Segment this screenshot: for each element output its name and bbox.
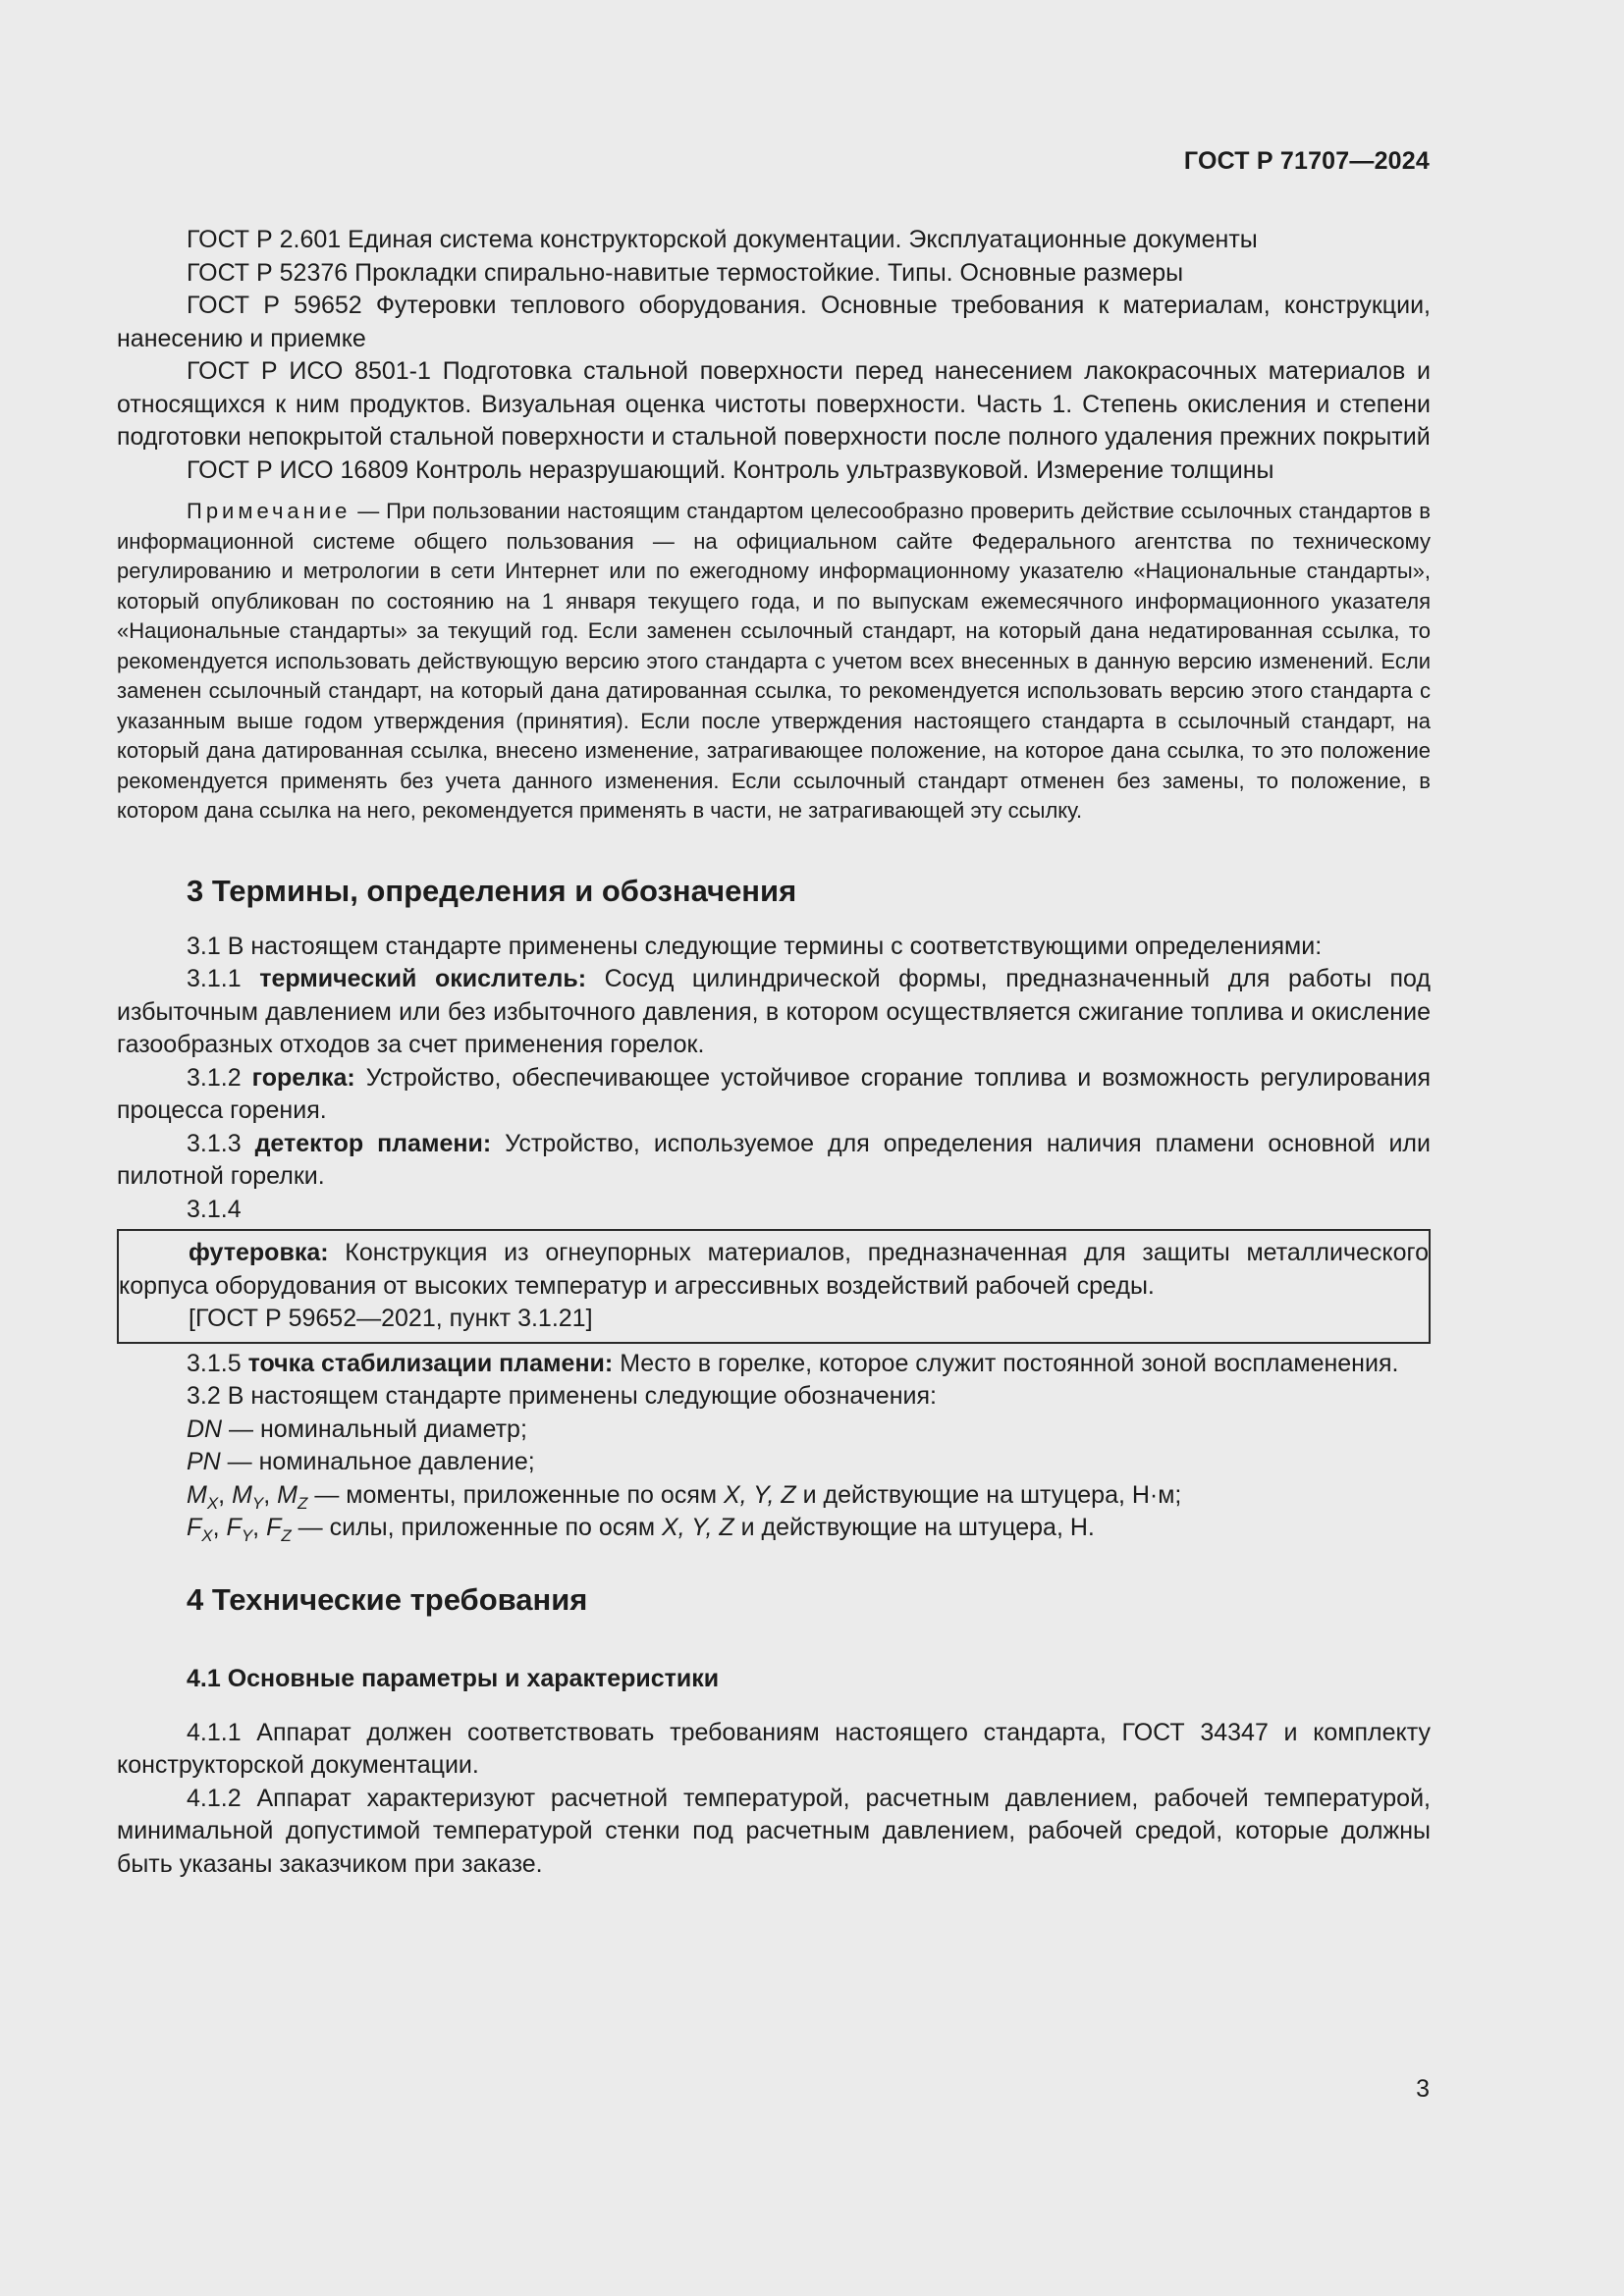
term-name: детектор пламени: [254,1129,492,1157]
term-definition: Место в горелке, которое служит постоянной зоной воспламенения. [613,1349,1399,1377]
symbol: M [277,1480,298,1509]
separator: , [218,1480,233,1509]
section-3-title: 3 Термины, определения и обозначения [187,873,797,908]
reference-item: ГОСТ Р 59652 Футеровки теплового оборудования. Основные требования к материалам, конструкции, нанесению и приемке [117,292,1431,352]
separator: , [252,1514,267,1541]
term-name: термический окислитель: [259,965,587,992]
section-4-title: 4 Технические требования [187,1581,588,1617]
reference-item: ГОСТ Р ИСО 16809 Контроль неразрушающий. Контроль ультразвуковой. Измерение толщины [187,455,1274,484]
term-name: точка стабилизации пламени: [247,1349,614,1377]
symbol-description: — номинальное давление; [220,1448,535,1475]
term-number: 3.1.2 [187,1063,252,1092]
term-3-1-2 [117,1062,1431,1128]
term-number: 3.1.5 [187,1349,248,1377]
term-definition: Конструкция из огнеупорных материалов, предназначенная для защиты металлического корпуса оборудования от высоких температур и агрессивных воздействий рабочей среды. [119,1239,1429,1300]
subscript: Z [281,1526,292,1545]
paragraph-3-2: 3.2 В настоящем стандарте применены следующие обозначения: [187,1382,937,1410]
symbol: DN [187,1415,223,1443]
subscript: X [201,1526,213,1545]
document-header: ГОСТ Р 71707—2024 [1183,147,1430,175]
symbol: F [187,1514,202,1541]
paragraph-4-1-1: 4.1.1 Аппарат должен соответствовать требованиям настоящего стандарта, ГОСТ 34347 и комплекту конструкторской документации. [117,1718,1431,1779]
axes: X, Y, Z [661,1514,734,1541]
paragraph-4-1-2: 4.1.2 Аппарат характеризуют расчетной температурой, расчетным давлением, рабочей температурой, минимальной допустимой температурой стенки под расчетным давлением, рабочей средой, которые должны быть указаны заказчиком при заказе. [117,1784,1431,1878]
note-label: Примечание [187,499,352,523]
note-paragraph [117,497,1431,827]
reference-item: ГОСТ Р 2.601 Единая система конструкторской документации. Эксплуатационные документы [187,226,1258,253]
document-body [117,224,1431,1881]
symbol-description: и действующие на штуцера, Н. [733,1514,1095,1541]
separator: , [263,1480,278,1509]
symbol-pn [117,1446,1431,1479]
term-number: 3.1.3 [187,1129,255,1157]
term-3-1-3 [117,1128,1431,1194]
term-number: 3.1.1 [187,965,260,992]
note-text: При пользовании настоящим стандартом целесообразно проверить действие ссылочных стандартов в информационной системе общего пользования — на официальном сайте Федерального агентства по техническому регулированию и метрологии в сети Интернет или по ежегодному информационному указателю «Национальные стандарты», который опубликован по состоянию на 1 января текущего года, и по выпускам ежемесячного информационного указателя «Национальные стандарты» за текущий год. Если заменен ссылочный стандарт, на который дана недатированная ссылка, то рекомендуется использовать действующую версию этого стандарта с учетом всех внесенных в данную версию изменений. Если заменен ссылочный стандарт, на который дана датированная ссылка, то рекомендуется использовать версию этого стандарта с указанным выше годом утверждения (принятия). Если после утверждения настоящего стандарта в ссылочный стандарт, на который дана датированная ссылка, внесено изменение, затрагивающее положение, на которое дана ссылка, то это положение рекомендуется применять без учета данного изменения. Если ссылочный стандарт отменен без замены, то положение, в котором дана ссылка на него, рекомендуется применять в части, не затрагивающей эту ссылку. [117,499,1431,823]
page-number: 3 [1416,2075,1430,2103]
term-definition: Устройство, используемое для определения наличия пламени основной или пилотной горелки. [117,1129,1431,1190]
term-3-1-4 [119,1237,1429,1303]
symbol-description: — номинальный диаметр; [222,1415,527,1443]
symbol: F [226,1514,242,1541]
boxed-term-3-1-4 [117,1229,1431,1344]
reference-item: ГОСТ Р 52376 Прокладки спирально-навитые термостойкие. Типы. Основные размеры [187,258,1184,287]
term-name: горелка: [251,1063,355,1092]
separator: , [212,1514,227,1541]
paragraph-3-1: 3.1 В настоящем стандарте применены следующие термины с соответствующими определениями: [187,932,1323,960]
symbol: PN [187,1448,221,1475]
term-3-1-5 [117,1348,1431,1381]
subsection-4-1-title: 4.1 Основные параметры и характеристики [187,1664,720,1692]
symbol-forces [117,1512,1431,1545]
reference-item: ГОСТ Р ИСО 8501-1 Подготовка стальной поверхности перед нанесением лакокрасочных материалов и относящихся к ним продуктов. Визуальная оценка чистоты поверхности. Часть 1. Степень окисления и степени подготовки непокрытой стальной поверхности и стальной поверхности после полного удаления прежних покрытий [117,357,1431,451]
symbol-dn [117,1414,1431,1447]
term-definition: Сосуд цилиндрической формы, предназначенный для работы под избыточным давлением или без избыточного давления, в котором осуществляется сжигание топлива и окисление газообразных отходов за счет применения горелок. [117,965,1431,1058]
subscript: X [206,1493,219,1513]
subscript: Y [241,1526,253,1545]
symbol: F [266,1514,282,1541]
note-dash: — [351,499,387,523]
subscript: Z [297,1493,308,1513]
subscript: Y [251,1493,264,1513]
term-name: футеровка: [189,1239,329,1266]
symbol-description: и действующие на штуцера, Н·м; [795,1480,1182,1509]
symbol: M [187,1480,207,1509]
term-3-1-1 [117,963,1431,1062]
symbol-moments [117,1479,1431,1513]
symbol-description: — силы, приложенные по осям [291,1514,662,1541]
axes: X, Y, Z [723,1480,796,1509]
symbol-description: — моменты, приложенные по осям [307,1480,724,1509]
symbol: M [232,1480,252,1509]
term-3-1-4-number: 3.1.4 [187,1195,242,1223]
term-source: [ГОСТ Р 59652—2021, пункт 3.1.21] [189,1305,593,1332]
term-definition: Устройство, обеспечивающее устойчивое сгорание топлива и возможность регулирования процесса горения. [117,1063,1431,1124]
